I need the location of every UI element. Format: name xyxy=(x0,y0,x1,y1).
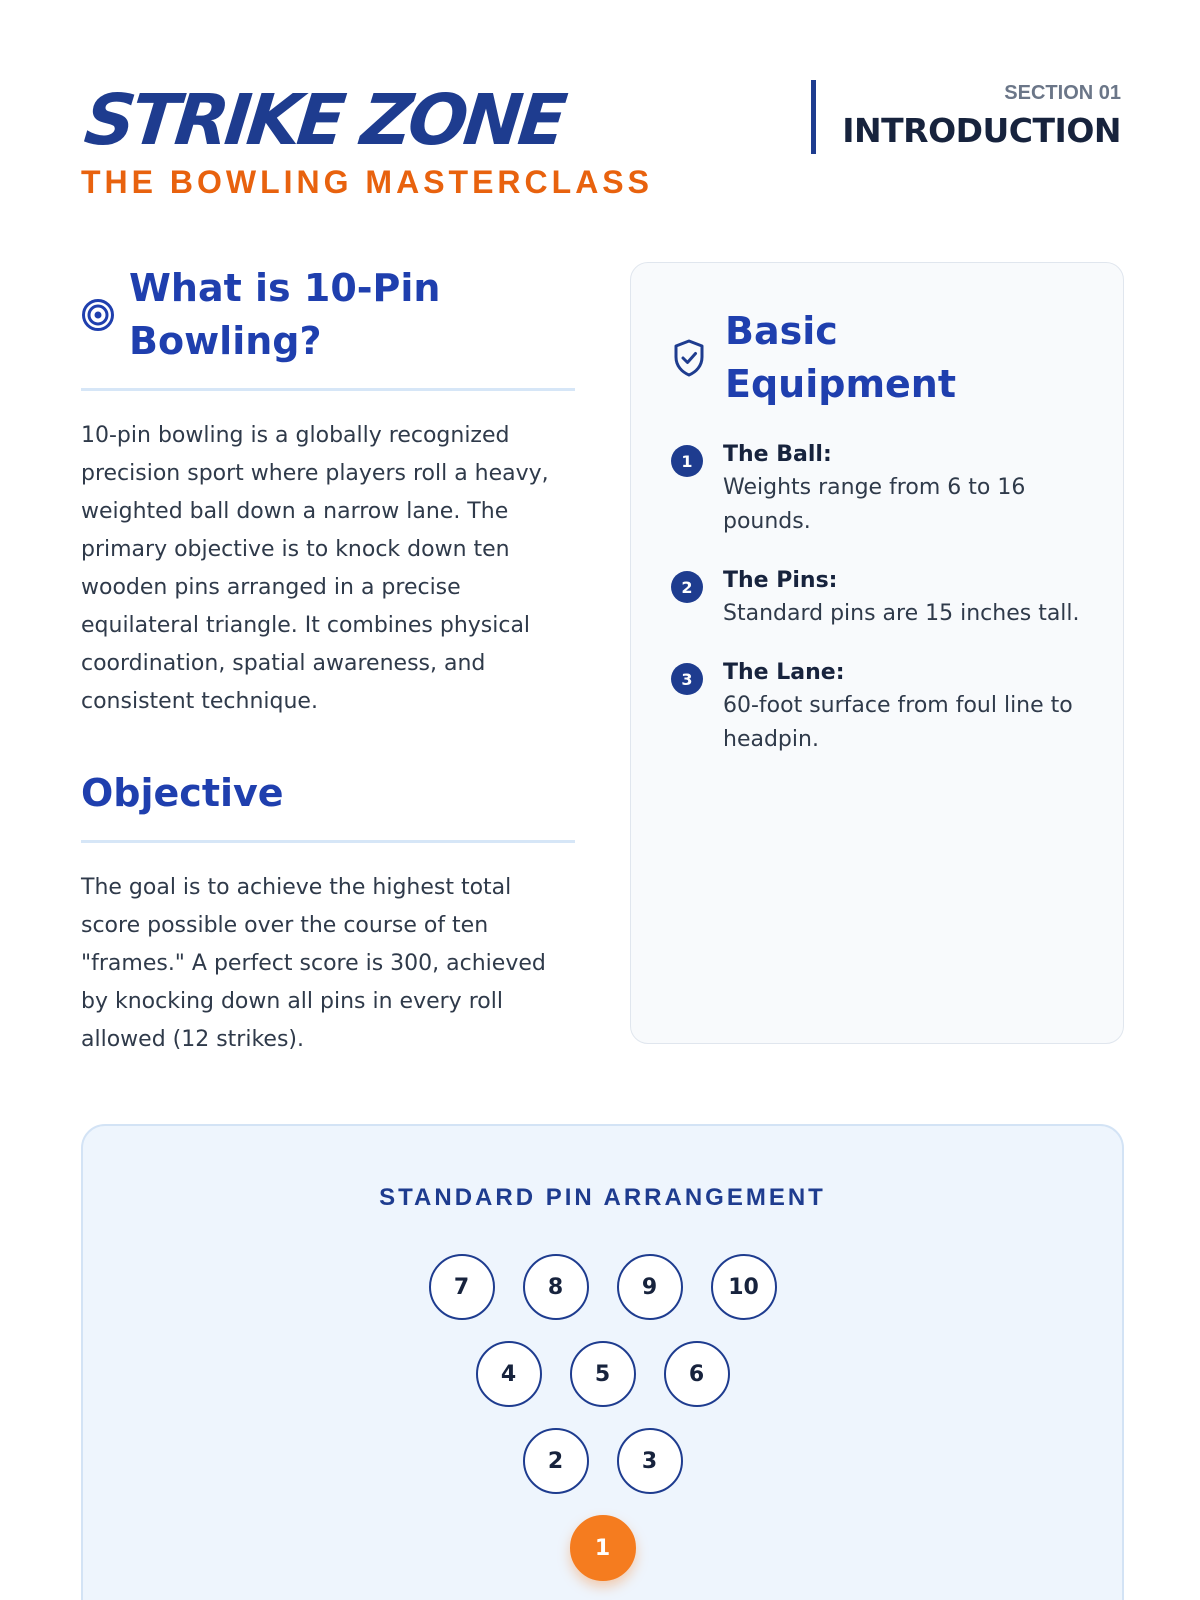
objective-heading: Objective xyxy=(81,771,284,815)
pin: 7 xyxy=(429,1254,495,1320)
intro-heading xyxy=(129,262,440,368)
equipment-item-desc: Weights range from 6 to 16 pounds. xyxy=(723,475,1026,534)
equipment-item-desc: Standard pins are 15 inches tall. xyxy=(723,601,1080,626)
equipment-heading-line1: Basic xyxy=(725,309,838,353)
section-tag xyxy=(811,80,1121,154)
pin: 9 xyxy=(617,1254,683,1320)
intro-heading-row xyxy=(81,262,575,391)
objective-paragraph: The goal is to achieve the highest total score possible over the course of ten "frames." A perfect score is 300, achieved by knocking down all pins in every roll allowed (12 strikes). xyxy=(81,875,546,1052)
pin-row-second xyxy=(83,1428,1122,1494)
pin: 5 xyxy=(570,1341,636,1407)
headpin: 1 xyxy=(570,1515,636,1581)
equipment-item-title: The Ball: xyxy=(723,442,832,467)
pin: 3 xyxy=(617,1428,683,1494)
intro-paragraph: 10-pin bowling is a globally recognized precision sport where players roll a heavy, weighted ball down a narrow lane. The primary objective is to knock down ten wooden pins arranged in a precise equilateral triangle. It combines physical coordination, spatial awareness, and consistent technique. xyxy=(81,423,549,714)
equipment-heading-row xyxy=(671,305,1083,411)
equipment-card xyxy=(630,262,1124,1044)
shield-check-icon xyxy=(671,338,707,378)
pin: 8 xyxy=(523,1254,589,1320)
intro-heading-line2: Bowling? xyxy=(129,319,322,363)
number-badge: 1 xyxy=(671,445,703,477)
section-number: SECTION 01 xyxy=(1004,82,1121,104)
equipment-item-title: The Pins: xyxy=(723,568,838,593)
equipment-item-title: The Lane: xyxy=(723,660,845,685)
equipment-item-ball xyxy=(671,439,1083,539)
brand-title: STRIKE ZONE xyxy=(80,79,567,161)
pin-arrangement-title: STANDARD PIN ARRANGEMENT xyxy=(379,1184,826,1211)
equipment-item-pins xyxy=(671,565,1083,631)
target-icon xyxy=(81,298,115,332)
pin-row-third xyxy=(83,1341,1122,1407)
pin-row-head xyxy=(83,1515,1122,1581)
equipment-list xyxy=(671,439,1083,757)
brand-subtitle: THE BOWLING MASTERCLASS xyxy=(81,164,653,200)
intro-column xyxy=(81,262,575,1059)
page-header xyxy=(81,80,1121,210)
equipment-item-lane xyxy=(671,657,1083,757)
pin: 2 xyxy=(523,1428,589,1494)
equipment-heading-line2: Equipment xyxy=(725,362,957,406)
objective-heading-row xyxy=(81,767,575,843)
pin: 10 xyxy=(711,1254,777,1320)
equipment-heading xyxy=(725,305,956,411)
pin: 4 xyxy=(476,1341,542,1407)
pin: 6 xyxy=(664,1341,730,1407)
number-badge: 3 xyxy=(671,663,703,695)
pin-arrangement-panel xyxy=(81,1124,1124,1600)
intro-heading-line1: What is 10-Pin xyxy=(129,266,441,310)
equipment-item-desc: 60-foot surface from foul line to headpin. xyxy=(723,693,1073,752)
number-badge: 2 xyxy=(671,571,703,603)
pin-row-back xyxy=(83,1254,1122,1320)
section-name: INTRODUCTION xyxy=(842,111,1121,150)
